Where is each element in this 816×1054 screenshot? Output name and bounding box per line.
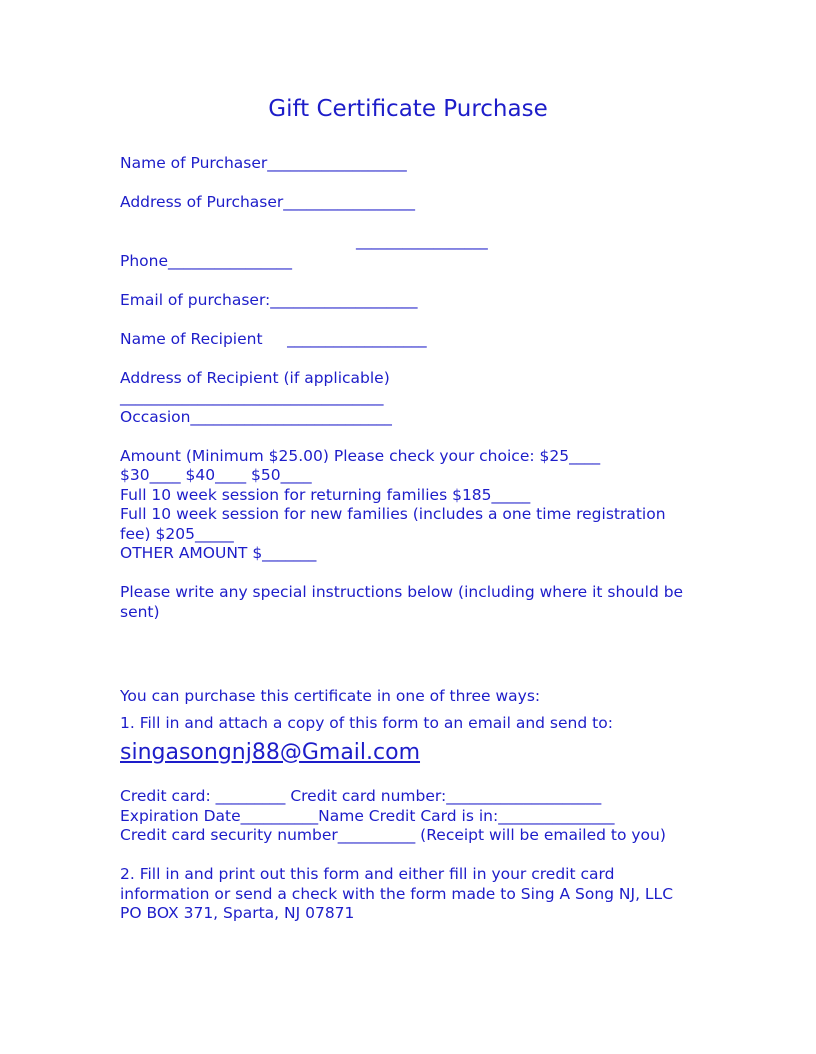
email-of-purchaser-field: Email of purchaser:___________________ bbox=[120, 290, 418, 309]
form-body bbox=[120, 154, 695, 924]
amount-choice-line-2: $30____ $40____ $50____ bbox=[120, 466, 312, 484]
address-of-recipient-label: Address of Recipient (if applicable) bbox=[120, 368, 390, 387]
phone-field: Phone________________ bbox=[120, 251, 293, 270]
address-of-recipient-line: __________________________________ bbox=[120, 388, 384, 406]
page-title: Gift Certificate Purchase bbox=[268, 96, 548, 122]
special-instructions-label: Please write any special instructions below (including where it should be sent) bbox=[120, 583, 684, 621]
expiration-date-field: Expiration Date__________Name Credit Card is in:_______________ bbox=[120, 806, 615, 825]
credit-card-field: Credit card: _________ Credit card number:____________________ bbox=[120, 787, 602, 805]
name-of-purchaser-field: Name of Purchaser__________________ bbox=[120, 154, 407, 172]
mailing-address: PO BOX 371, Sparta, NJ 07871 bbox=[120, 904, 355, 922]
amount-choice-line-1: Amount (Minimum $25.00) Please check your choice: $25____ bbox=[120, 446, 601, 465]
purchase-way-2: 2. Fill in and print out this form and either fill in your credit card information or send a check with the form made to Sing A Song NJ, LLC bbox=[120, 865, 674, 903]
new-families-option: Full 10 week session for new families (includes a one time registration fee) $205_____ bbox=[120, 505, 666, 543]
address-of-purchaser-field: Address of Purchaser_________________ bbox=[120, 193, 416, 211]
security-number-field: Credit card security number__________ (Receipt will be emailed to you) bbox=[120, 826, 666, 844]
purchase-way-1: 1. Fill in and attach a copy of this form to an email and send to: bbox=[120, 714, 613, 732]
name-of-recipient-field: Name of Recipient __________________ bbox=[120, 329, 427, 348]
purchase-intro: You can purchase this certificate in one of three ways: bbox=[120, 686, 541, 705]
returning-families-option: Full 10 week session for returning families $185_____ bbox=[120, 485, 531, 504]
address-line-2: _________________ bbox=[356, 232, 488, 250]
occasion-field: Occasion__________________________ bbox=[120, 407, 392, 426]
email-link[interactable]: singasongnj88@Gmail.com bbox=[120, 739, 421, 765]
other-amount-field: OTHER AMOUNT $_______ bbox=[120, 544, 317, 562]
